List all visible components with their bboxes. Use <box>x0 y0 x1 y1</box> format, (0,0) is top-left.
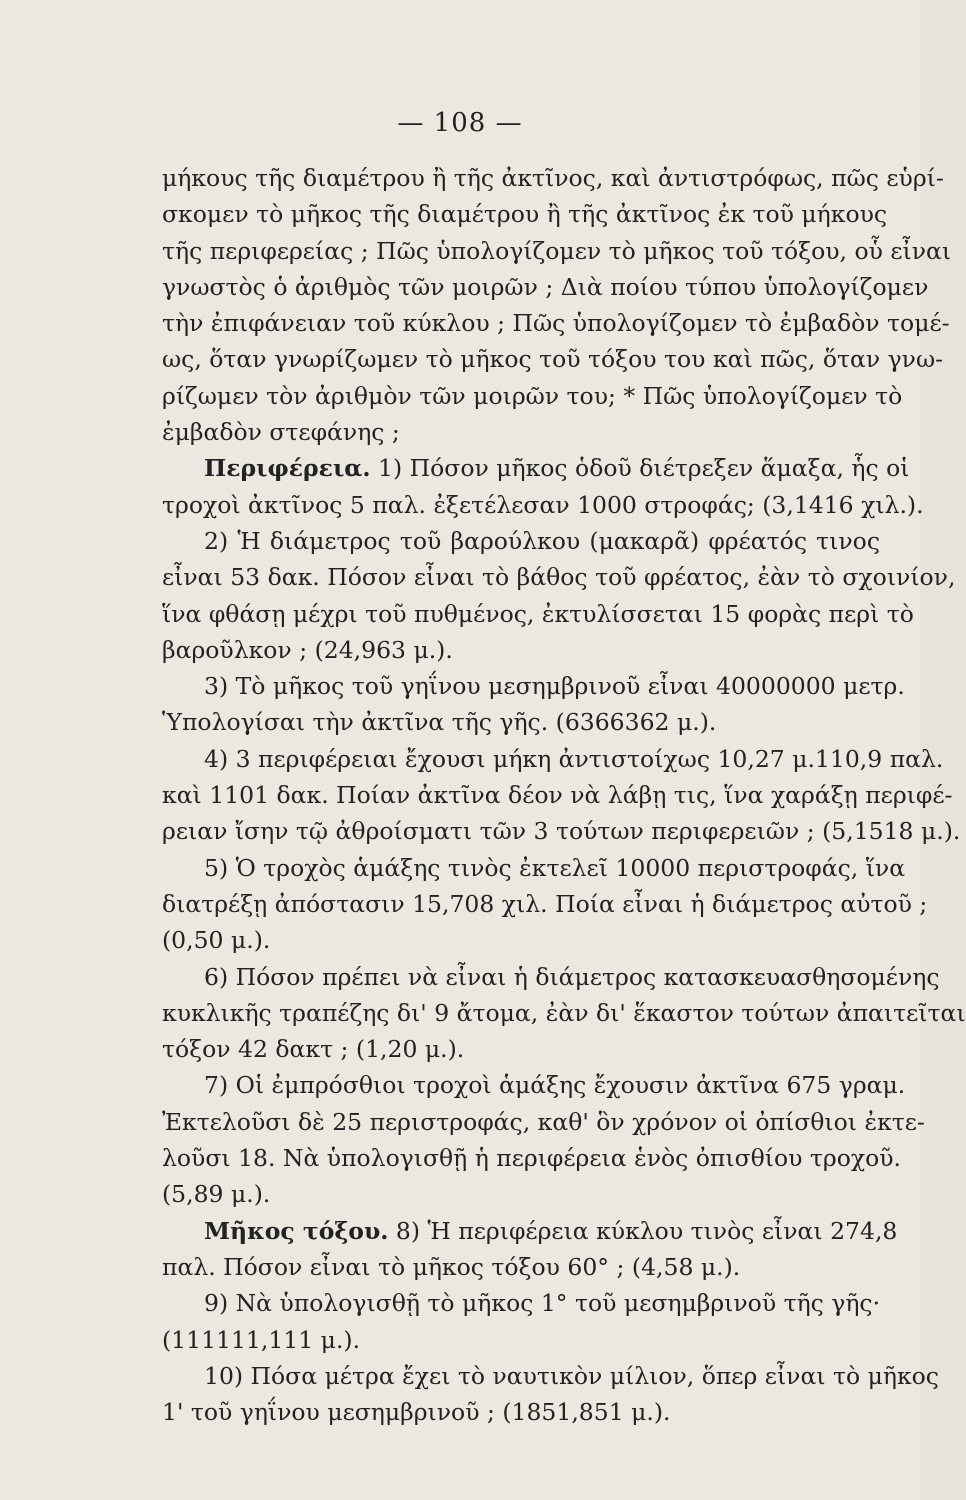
text-line <box>162 1176 880 1212</box>
line-text: ρειαν ἴσην τῷ ἀθροίσματι τῶν 3 τούτων περιφερειῶν ; (5,1518 μ.). <box>162 817 961 846</box>
line-text: τῆς περιφερείας ; Πῶς ὑπολογίζομεν τὸ μῆκος τοῦ τόξου, οὗ εἶναι <box>162 236 952 265</box>
line-text: Ἐκτελοῦσι δὲ 25 περιστροφάς, καθ' ὃν χρόνον οἱ ὀπίσθιοι ἐκτε- <box>162 1107 925 1136</box>
text-line <box>162 922 880 958</box>
text-line <box>162 959 940 995</box>
text-line <box>162 596 914 632</box>
text-line <box>162 1104 925 1140</box>
text-line <box>162 1140 901 1176</box>
line-text: τόξον 42 δακτ ; (1,20 μ.). <box>162 1035 465 1064</box>
text-line <box>162 632 880 668</box>
text-line <box>162 378 903 414</box>
line-text: διατρέξῃ ἀπόστασιν 15,708 χιλ. Ποία εἶναι ἡ διάμετρος αὐτοῦ ; <box>162 889 928 918</box>
line-text: 3) Τὸ μῆκος τοῦ γηΐνου μεσημβρινοῦ εἶναι 40000000 μετρ. <box>204 672 905 701</box>
text-line <box>162 1394 880 1430</box>
line-text: παλ. Πόσον εἶναι τὸ μῆκος τόξου 60° ; (4,58 μ.). <box>162 1252 741 1281</box>
text-line <box>162 995 966 1031</box>
line-text: 6) Πόσον πρέπει νὰ εἶναι ἡ διάμετρος κατασκευασθησομένης <box>204 962 940 991</box>
text-line <box>162 450 910 486</box>
line-text: γνωστὸς ὁ ἀριθμὸς τῶν μοιρῶν ; Διὰ ποίου τύπου ὑπολογίζομεν <box>162 272 929 301</box>
text-line <box>162 341 944 377</box>
text-line <box>162 559 956 595</box>
text-line <box>162 1322 880 1358</box>
text-line <box>162 668 905 704</box>
section-heading: Μῆκος τόξου. <box>204 1216 389 1245</box>
text-line <box>162 1031 880 1067</box>
text-line <box>162 233 952 269</box>
line-text: ἐμβαδὸν στεφάνης ; <box>162 418 400 447</box>
line-text: (0,50 μ.). <box>162 926 271 955</box>
text-line <box>162 1213 898 1249</box>
line-text: κυκλικῆς τραπέζης δι' 9 ἄτομα, ἐὰν δι' ἕκαστον τούτων ἀπαιτεῖται <box>162 998 966 1027</box>
section-heading: Περιφέρεια. <box>204 454 371 483</box>
text-line <box>162 1285 880 1321</box>
text-line <box>162 269 929 305</box>
line-text: λοῦσι 18. Νὰ ὑπολογισθῇ ἡ περιφέρεια ἑνὸς ὀπισθίου τροχοῦ. <box>162 1144 901 1173</box>
line-text: εἶναι 53 δακ. Πόσον εἶναι τὸ βάθος τοῦ φρέατος, ἐὰν τὸ σχοινίον, <box>162 563 956 592</box>
page-number: — 108 — <box>397 108 523 138</box>
line-text: σκομεν τὸ μῆκος τῆς διαμέτρου ἢ τῆς ἀκτῖνος ἐκ τοῦ μήκους <box>162 200 888 229</box>
line-text: καὶ 1101 δακ. Ποίαν ἀκτῖνα δέον νὰ λάβῃ τις, ἵνα χαράξῃ περιφέ- <box>162 781 953 810</box>
text-line <box>162 1249 880 1285</box>
line-text: 2) Ἡ διάμετρος τοῦ βαρούλκου (μακαρᾶ) φρέατός τινος <box>204 526 880 555</box>
line-text: 4) 3 περιφέρειαι ἔχουσι μήκη ἀντιστοίχως 10,27 μ.110,9 παλ. <box>204 744 944 773</box>
line-text: 1' τοῦ γηΐνου μεσημβρινοῦ ; (1851,851 μ.). <box>162 1398 671 1427</box>
line-text: τροχοὶ ἀκτῖνος 5 παλ. ἐξετέλεσαν 1000 στροφάς; (3,1416 χιλ.). <box>162 490 924 519</box>
body-text <box>162 160 966 1430</box>
text-line <box>162 741 944 777</box>
line-text: (111111,111 μ.). <box>162 1325 361 1354</box>
line-text: 8) Ἡ περιφέρεια κύκλου τινὸς εἶναι 274,8 <box>388 1216 898 1245</box>
line-text: 1) Πόσον μῆκος ὁδοῦ διέτρεξεν ἅμαξα, ἧς οἱ <box>370 454 910 483</box>
text-line <box>162 777 953 813</box>
text-line <box>162 305 950 341</box>
line-text: 7) Οἱ ἐμπρόσθιοι τροχοὶ ἁμάξης ἔχουσιν ἀκτῖνα 675 γραμ. <box>204 1071 906 1100</box>
line-text: Ὑπολογίσαι τὴν ἀκτῖνα τῆς γῆς. (6366362 μ.). <box>162 708 717 737</box>
line-text: 9) Νὰ ὑπολογισθῇ τὸ μῆκος 1° τοῦ μεσημβρινοῦ τῆς γῆς· <box>204 1289 881 1318</box>
text-line <box>162 523 880 559</box>
line-text: μήκους τῆς διαμέτρου ἢ τῆς ἀκτῖνος, καὶ ἀντιστρόφως, πῶς εὑρί- <box>162 164 944 192</box>
text-line <box>162 196 888 232</box>
text-line <box>162 160 944 196</box>
line-text: 10) Πόσα μέτρα ἔχει τὸ ναυτικὸν μίλιον, ὅπερ εἶναι τὸ μῆκος <box>204 1361 939 1390</box>
line-text: βαροῦλκον ; (24,963 μ.). <box>162 635 453 664</box>
text-line <box>162 487 924 523</box>
line-text: (5,89 μ.). <box>162 1180 271 1209</box>
line-text: ρίζωμεν τὸν ἀριθμὸν τῶν μοιρῶν του; * Πῶς ὑπολογίζομεν τὸ <box>162 381 903 410</box>
text-line <box>162 704 880 740</box>
line-text: ἵνα φθάσῃ μέχρι τοῦ πυθμένος, ἐκτυλίσσεται 15 φορὰς περὶ τὸ <box>162 599 914 628</box>
line-text: τὴν ἐπιφάνειαν τοῦ κύκλου ; Πῶς ὑπολογίζομεν τὸ ἐμβαδὸν τομέ- <box>162 309 950 338</box>
line-text: 5) Ὁ τροχὸς ἁμάξης τινὸς ἐκτελεῖ 10000 περιστροφάς, ἵνα <box>204 853 906 882</box>
text-line <box>162 886 928 922</box>
text-line <box>162 813 961 849</box>
text-line <box>162 414 880 450</box>
text-line <box>162 1358 939 1394</box>
text-line <box>162 850 906 886</box>
text-line <box>162 1067 906 1103</box>
line-text: ως, ὅταν γνωρίζωμεν τὸ μῆκος τοῦ τόξου του καὶ πῶς, ὅταν γνω- <box>162 345 944 374</box>
